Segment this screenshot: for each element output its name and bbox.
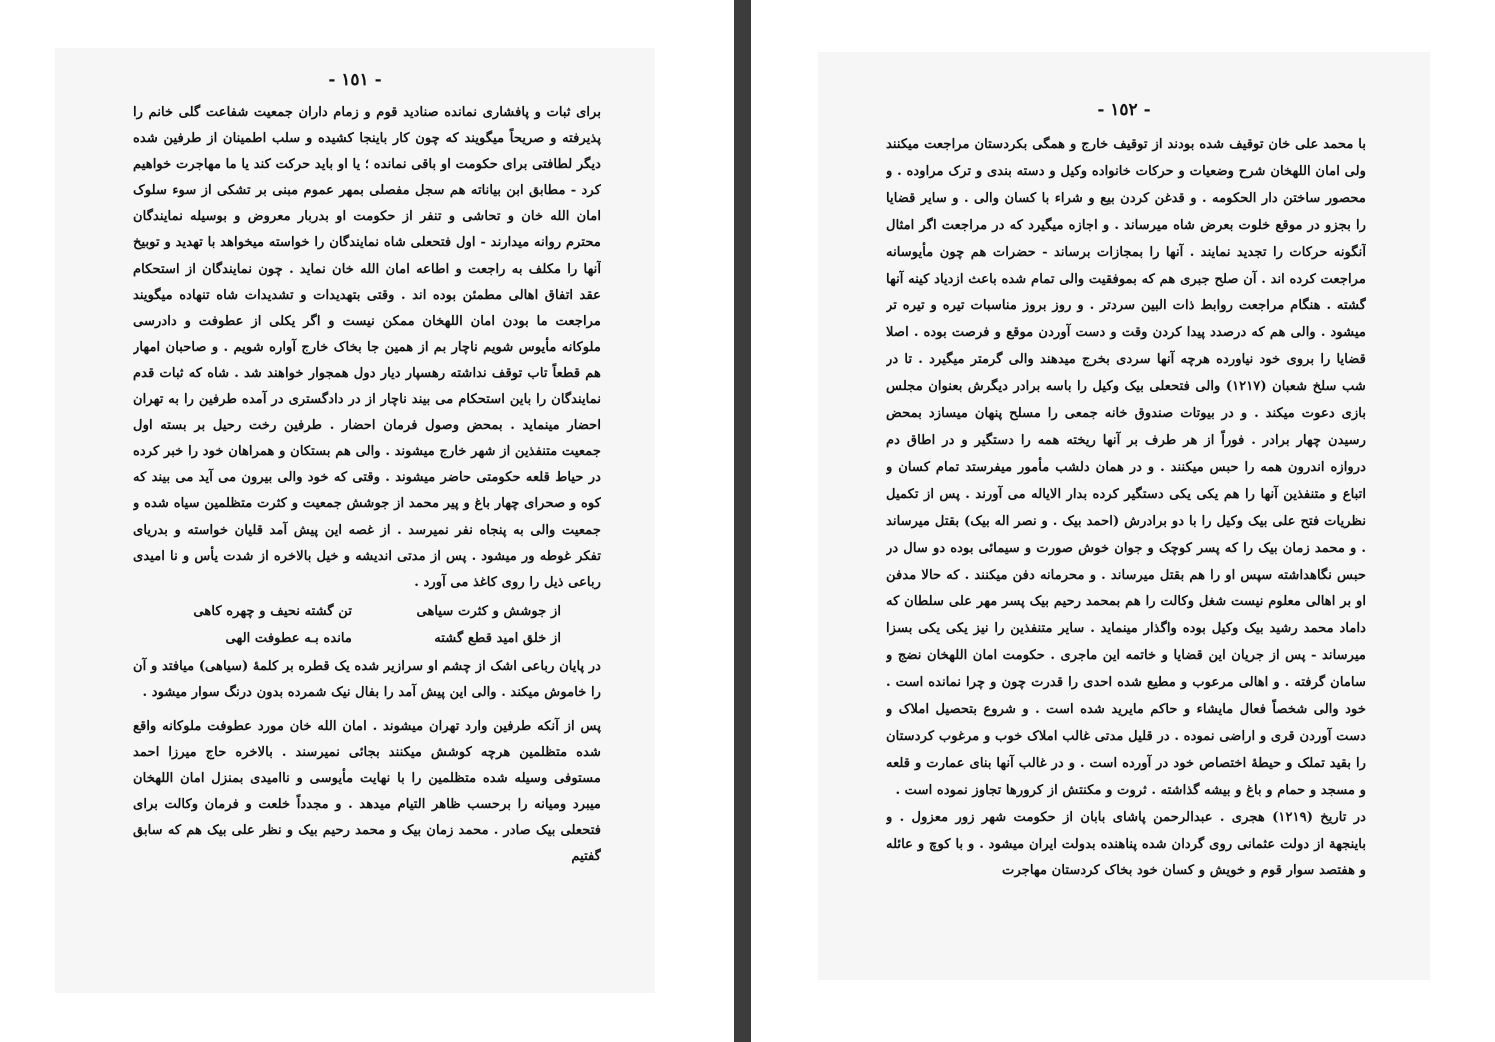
page-number: - ١٥٢ - xyxy=(1097,100,1151,120)
right-page xyxy=(818,52,1430,980)
paragraph: در پایان رباعی اشک از چشم او سرازیر شده یک قطره بر کلمهٔ (سیاهی) میافتد و آن را خاموش میکند . والی این پیش آمد را بفال نیک شمرده بدون درنگ سوار میشود . xyxy=(133,658,601,700)
paragraph: در تاریخ (۱۲۱۹) هجری . عبدالرحمن پاشای بابان از حکومت شهر زور معزول . و باینجهة از دولت عثمانی روی گردان شده پناهنده بدولت ایران میشود . و با کوچ و عائله و هفتصد سوار قوم و خویش و کسان خود بخاک کردستان مهاجرت xyxy=(886,809,1366,879)
paragraph: برای ثبات و پافشاری نمانده صنادید قوم و زمام داران جمعیت شفاعت گلی خانم را پذیرفته و صریحاً میگویند که چون کار باینجا کشیده و سلب اطمینان از طرفین شده دیگر لطافتی برای حکومت او باقی نمانده ؛ یا او باید حرکت کند یا ما مهاجرت خواهیم کرد - مطابق ابن بیاناته هم سجل مفصلی بمهر عموم مبنی بر تشکی از سوء سلوک امان الله خان و تحاشی و تنفر از حکومت او بدربار معروض و بوسیله نمایندگان محترم روانه میدارند - اول فتحعلی شاه نمایندگان را خواسته میخواهد با تهدید و توبیخ آنها را مکلف به راجعت و اطاعه امان الله خان نماید . چون نمایندگان از استحکام عقد اتفاق اهالی مطمئن بوده اند . وقتی بتهدیدات و تشدیدات شاه تنهاده میگویند مراجعت ما بودن امان اللهخان ممکن نیست و اگر یکلی از عطوفت و دادرسی ملوکانه مأیوس شویم ناچار بم از همین جا بخاک خارج آواره شویم . و صاحبان امهار هم قطعاً تاب توقف نداشته رهسپار دیار دول همجوار خواهند شد . شاه که ثبات قدم نمایندگان را باین استحکام می بیند ناچار از در دادگستری در آمده طرفین را به تهران احضار مینماید . بمحض وصول فرمان احضار . طرفین رخت رحیل بر بسته اول جمعیت متنفذین از شهر خارج میشوند . والی هم بستکان و همراهان خود را خبر کرده در حیاط قلعه حکومتی حاضر میشوند . وقتی که خود والی بیرون می آید می بیند که کوه و صحرای چهار باغ و پیر محمد از جوشش جمعیت و کثرت متظلمین سیاه شده و جمعیت والی به پنجاه نفر نمیرسد . از غصه این پیش آمد قلیان خواسته و بدریای تفکر غوطه ور میشود . پس از مدتی اندیشه و خیل بالاخره از شدت یأس و نا امیدی رباعی ذیل را روی کاغذ می آورد . xyxy=(133,105,601,590)
paragraph: با محمد علی خان توقیف شده بودند از توقیف خارج و همگی بکردستان مراجعت میکنند ولی امان اللهخان شرح وضعیات و حرکات خانواده وکیل و دسته بندی و ترک مراوده . و محصور ساختن دار الحکومه . و قدغن کردن بیع و شراء با کسان والی . و سایر قضایا را بجزو در موقع خلوت بعرض شاه میرساند . و اجازه میگیرد که در مراجعت اگر امثال آنگونه حرکات را تجدید نمایند . آنها را بمجازات برساند - حضرات هم چون مأیوسانه مراجعت کرده اند . آن صلح جبری هم که بموفقیت والی تمام شده باعث ازدیاد کینه آنها گشته . هنگام مراجعت روابط ذات البین سردتر . و روز بروز مناسبات تیره و تیره تر میشود . والی هم که درصدد پیدا کردن وقت و دست آوردن موقع و فرصت بوده . اصلا قضایا را بروی خود نیاورده هرچه آنها سردی بخرج میدهند والی گرمتر میگیرد . تا در شب سلخ شعبان (۱۲۱۷) والی فتحعلی بیک وکیل را باسه برادر دیگرش بعنوان مجلس بازی دعوت میکند . و در بیوتات صندوق خانه جمعی را مسلح پنهان میسازد بمحض رسیدن چهار برادر . فوراً از هر طرف بر آنها ریخته همه را دستگیر و در اطاق دم دروازه اندرون همه را حبس میکنند . و در همان دلشب مأمور میفرستد تمام کسان و اتباع و متنفذین آنها را هم یکی یکی دستگیر کرده بدار الایاله می آورند . پس از تکمیل نظریات فتح علی بیک وکیل را با دو برادرش (احمد بیک . و نصر اله بیک) بقتل میرساند . و محمد زمان بیک را که پسر کوچک و جوان خوش صورت و سیمائی بوده دو سال در حبس نگاهداشته سپس او را هم بقتل میرساند . و محرمانه دفن میکنند . که حالا مدفن او بر اهالی معلوم نیست شغل وکالت را هم بمحمد رحیم بیک پسر مهر علی سلطان که داماد محمد رشید بیک وکیل بوده واگذار مینماید . سایر متنفذین را نیز یکی یکی بسزا میرساند - پس از جریان این قضایا و خاتمه این ماجری . حکومت امان اللهخان نضج و سامان گرفته . و اهالی مرعوب و مطیع شده احدی را قدرت چون و چرا نمانده است . خود والی شخصاً فعال مایشاء و حاکم مایرید شده است . و شروع بتحصیل املاک و دست آوردن قری و اراضی نموده . در قلیل مدتی غالب املاک خوب و مرغوب کردستان را بقید تملک و حیطهٔ اختصاص خود در آورده است . و در غالب آنها بنای عمارت و قلعه و مسجد و حمام و باغ و بیشه گذاشته . ثروت و مکنتش از کرورها تجاوز نموده است . xyxy=(886,137,1366,798)
book-spine-divider xyxy=(734,0,751,1042)
verse-quatrain xyxy=(133,596,601,654)
verse-line: مانده بـه عطوفت الهی xyxy=(225,630,352,646)
left-page xyxy=(55,48,655,993)
verse-line: تن گشته نحیف و چهره کاهی xyxy=(193,603,352,619)
verse-line: از جوشش و کثرت سیاهی xyxy=(416,603,561,619)
page-body xyxy=(886,132,1366,885)
page-number: - ١٥١ - xyxy=(328,70,382,90)
verse-line: از خلق امید قطع گشته xyxy=(434,630,561,646)
page-body xyxy=(133,100,601,871)
paragraph: پس از آنکه طرفین وارد تهران میشوند . امان الله خان مورد عطوفت ملوکانه واقع شده متظلمین هرچه کوشش میکنند بجائی نمیرسند . بالاخره حاج میرزا احمد مستوفی وسیله شده متظلمین را با نهایت مأیوسی و ناامیدی بمنزل امان اللهخان میبرد ومیانه را برحسب ظاهر التیام میدهد . و مجدداً خلعت و فرمان وکالت برای فتحعلی بیک صادر . محمد زمان بیک و محمد رحیم بیک و نظر علی بیک هم که سابق گفتیم xyxy=(133,718,601,865)
